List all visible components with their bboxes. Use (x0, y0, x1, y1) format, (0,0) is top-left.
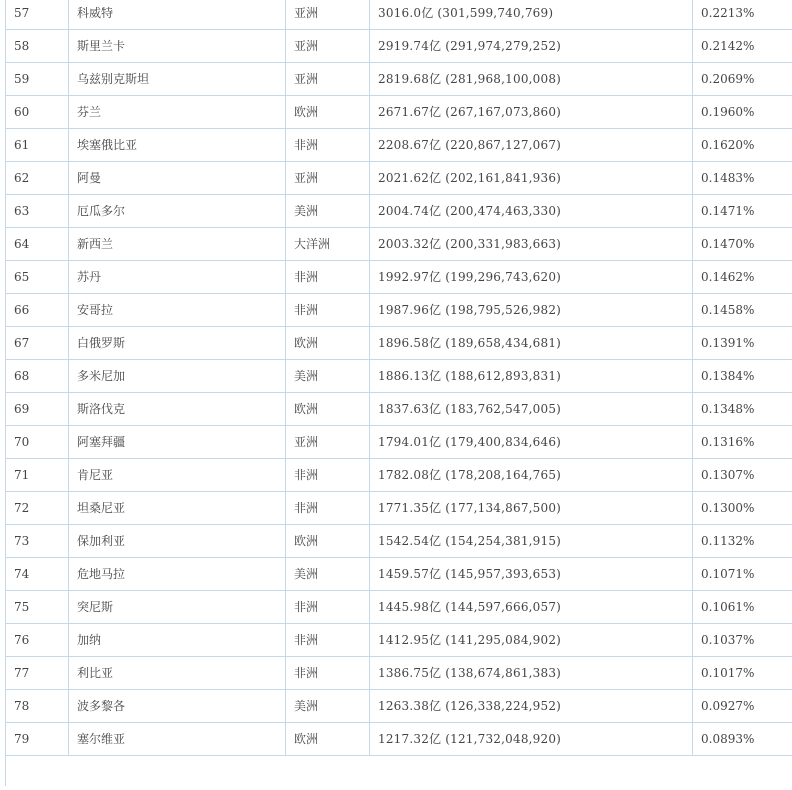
table-row (6, 657, 792, 690)
rank-cell: 65 (6, 261, 69, 294)
table-row (6, 723, 792, 756)
country-cell: 突尼斯 (69, 591, 286, 624)
share-cell: 0.1061% (693, 591, 792, 624)
region-cell: 欧洲 (286, 525, 370, 558)
country-cell: 埃塞俄比亚 (69, 129, 286, 162)
rank-cell: 61 (6, 129, 69, 162)
gdp-cell: 1782.08亿 (178,208,164,765) (370, 459, 693, 492)
gdp-cell: 1263.38亿 (126,338,224,952) (370, 690, 693, 723)
share-cell: 0.0927% (693, 690, 792, 723)
region-cell: 非洲 (286, 459, 370, 492)
rank-cell: 64 (6, 228, 69, 261)
rank-cell: 60 (6, 96, 69, 129)
rank-cell: 72 (6, 492, 69, 525)
region-cell: 欧洲 (286, 723, 370, 756)
gdp-cell: 1837.63亿 (183,762,547,005) (370, 393, 693, 426)
region-cell: 欧洲 (286, 327, 370, 360)
share-cell: 0.1017% (693, 657, 792, 690)
share-cell: 0.1960% (693, 96, 792, 129)
share-cell: 0.2213% (693, 0, 792, 30)
country-cell: 斯里兰卡 (69, 30, 286, 63)
region-cell: 美洲 (286, 360, 370, 393)
country-cell: 加纳 (69, 624, 286, 657)
empty-cell (693, 756, 792, 787)
rank-cell: 59 (6, 63, 69, 96)
gdp-cell: 2671.67亿 (267,167,073,860) (370, 96, 693, 129)
table-row (6, 492, 792, 525)
gdp-cell: 2819.68亿 (281,968,100,008) (370, 63, 693, 96)
gdp-cell: 1771.35亿 (177,134,867,500) (370, 492, 693, 525)
country-cell: 利比亚 (69, 657, 286, 690)
share-cell: 0.1462% (693, 261, 792, 294)
table-row (6, 228, 792, 261)
table-row (6, 459, 792, 492)
region-cell: 美洲 (286, 195, 370, 228)
empty-cell (286, 756, 370, 787)
share-cell: 0.1307% (693, 459, 792, 492)
region-cell: 非洲 (286, 624, 370, 657)
rank-cell: 57 (6, 0, 69, 30)
rank-cell: 78 (6, 690, 69, 723)
region-cell: 美洲 (286, 558, 370, 591)
country-cell: 安哥拉 (69, 294, 286, 327)
empty-cell (69, 756, 286, 787)
country-cell: 坦桑尼亚 (69, 492, 286, 525)
share-cell: 0.1471% (693, 195, 792, 228)
rank-cell: 63 (6, 195, 69, 228)
region-cell: 美洲 (286, 690, 370, 723)
share-cell: 0.2142% (693, 30, 792, 63)
region-cell: 非洲 (286, 294, 370, 327)
table-row (6, 0, 792, 30)
empty-cell (6, 756, 69, 787)
country-cell: 科威特 (69, 0, 286, 30)
table-row (6, 162, 792, 195)
empty-cell (370, 756, 693, 787)
table-row (6, 558, 792, 591)
share-cell: 0.1348% (693, 393, 792, 426)
share-cell: 0.1384% (693, 360, 792, 393)
gdp-cell: 1412.95亿 (141,295,084,902) (370, 624, 693, 657)
region-cell: 亚洲 (286, 426, 370, 459)
country-cell: 多米尼加 (69, 360, 286, 393)
share-cell: 0.1132% (693, 525, 792, 558)
rank-cell: 74 (6, 558, 69, 591)
country-cell: 塞尔维亚 (69, 723, 286, 756)
share-cell: 0.1300% (693, 492, 792, 525)
gdp-cell: 1992.97亿 (199,296,743,620) (370, 261, 693, 294)
rank-cell: 76 (6, 624, 69, 657)
table-row (6, 261, 792, 294)
share-cell: 0.0893% (693, 723, 792, 756)
country-cell: 保加利亚 (69, 525, 286, 558)
table-row (6, 96, 792, 129)
gdp-cell: 1987.96亿 (198,795,526,982) (370, 294, 693, 327)
country-cell: 厄瓜多尔 (69, 195, 286, 228)
country-cell: 苏丹 (69, 261, 286, 294)
gdp-cell: 2021.62亿 (202,161,841,936) (370, 162, 693, 195)
gdp-cell: 1459.57亿 (145,957,393,653) (370, 558, 693, 591)
rank-cell: 69 (6, 393, 69, 426)
gdp-ranking-table (5, 0, 792, 786)
region-cell: 非洲 (286, 261, 370, 294)
country-cell: 斯洛伐克 (69, 393, 286, 426)
rank-cell: 71 (6, 459, 69, 492)
country-cell: 乌兹别克斯坦 (69, 63, 286, 96)
share-cell: 0.1458% (693, 294, 792, 327)
region-cell: 非洲 (286, 129, 370, 162)
table-body (6, 0, 792, 786)
table-row (6, 360, 792, 393)
gdp-cell: 2208.67亿 (220,867,127,067) (370, 129, 693, 162)
empty-table-row (6, 756, 792, 787)
table-row (6, 129, 792, 162)
gdp-cell: 1886.13亿 (188,612,893,831) (370, 360, 693, 393)
country-cell: 新西兰 (69, 228, 286, 261)
region-cell: 大洋洲 (286, 228, 370, 261)
rank-cell: 67 (6, 327, 69, 360)
gdp-cell: 3016.0亿 (301,599,740,769) (370, 0, 693, 30)
rank-cell: 62 (6, 162, 69, 195)
region-cell: 非洲 (286, 492, 370, 525)
gdp-cell: 1386.75亿 (138,674,861,383) (370, 657, 693, 690)
region-cell: 非洲 (286, 657, 370, 690)
rank-cell: 68 (6, 360, 69, 393)
rank-cell: 75 (6, 591, 69, 624)
table-row (6, 294, 792, 327)
table-row (6, 393, 792, 426)
gdp-cell: 1542.54亿 (154,254,381,915) (370, 525, 693, 558)
share-cell: 0.1620% (693, 129, 792, 162)
gdp-cell: 1445.98亿 (144,597,666,057) (370, 591, 693, 624)
rank-cell: 73 (6, 525, 69, 558)
share-cell: 0.1316% (693, 426, 792, 459)
table-row (6, 195, 792, 228)
table-row (6, 591, 792, 624)
table-row (6, 327, 792, 360)
rank-cell: 66 (6, 294, 69, 327)
country-cell: 阿塞拜疆 (69, 426, 286, 459)
region-cell: 非洲 (286, 591, 370, 624)
share-cell: 0.1483% (693, 162, 792, 195)
country-cell: 危地马拉 (69, 558, 286, 591)
region-cell: 欧洲 (286, 96, 370, 129)
rank-cell: 70 (6, 426, 69, 459)
rank-cell: 58 (6, 30, 69, 63)
region-cell: 亚洲 (286, 0, 370, 30)
rank-cell: 79 (6, 723, 69, 756)
gdp-cell: 2003.32亿 (200,331,983,663) (370, 228, 693, 261)
country-cell: 白俄罗斯 (69, 327, 286, 360)
gdp-cell: 1794.01亿 (179,400,834,646) (370, 426, 693, 459)
gdp-cell: 1896.58亿 (189,658,434,681) (370, 327, 693, 360)
gdp-cell: 1217.32亿 (121,732,048,920) (370, 723, 693, 756)
share-cell: 0.1037% (693, 624, 792, 657)
gdp-cell: 2919.74亿 (291,974,279,252) (370, 30, 693, 63)
country-cell: 波多黎各 (69, 690, 286, 723)
country-cell: 芬兰 (69, 96, 286, 129)
region-cell: 亚洲 (286, 162, 370, 195)
table-row (6, 624, 792, 657)
rank-cell: 77 (6, 657, 69, 690)
table-row (6, 426, 792, 459)
share-cell: 0.1391% (693, 327, 792, 360)
region-cell: 欧洲 (286, 393, 370, 426)
region-cell: 亚洲 (286, 30, 370, 63)
table-row (6, 30, 792, 63)
table-row (6, 525, 792, 558)
share-cell: 0.2069% (693, 63, 792, 96)
region-cell: 亚洲 (286, 63, 370, 96)
gdp-cell: 2004.74亿 (200,474,463,330) (370, 195, 693, 228)
share-cell: 0.1071% (693, 558, 792, 591)
country-cell: 肯尼亚 (69, 459, 286, 492)
share-cell: 0.1470% (693, 228, 792, 261)
table-row (6, 690, 792, 723)
table-row (6, 63, 792, 96)
country-cell: 阿曼 (69, 162, 286, 195)
